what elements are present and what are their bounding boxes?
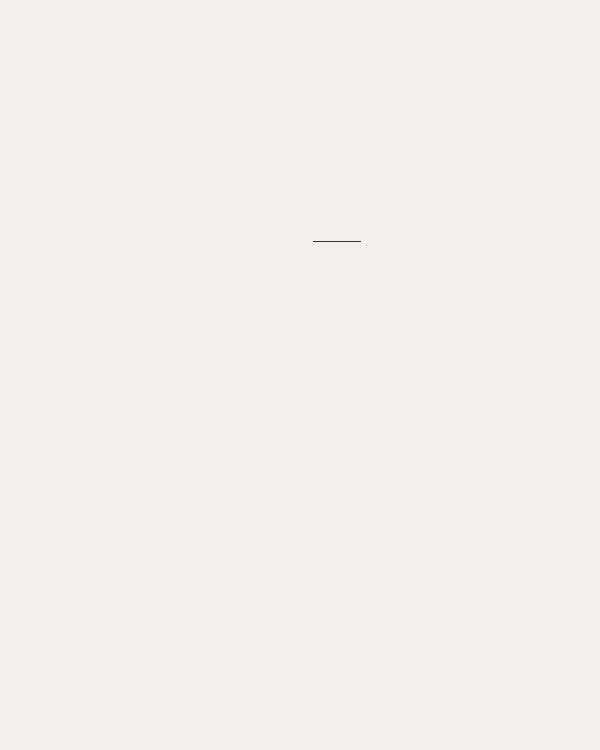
- section-divider: [313, 241, 361, 242]
